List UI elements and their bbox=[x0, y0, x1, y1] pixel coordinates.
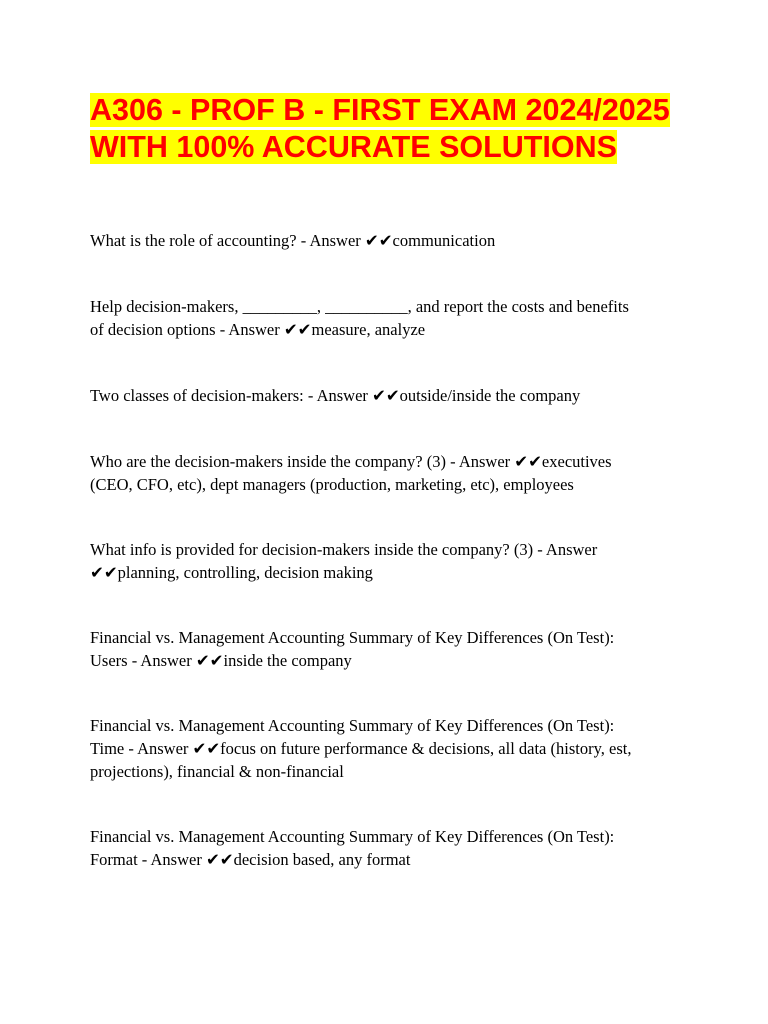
qa-item bbox=[90, 538, 690, 584]
title-line: A306 - PROF B - FIRST EXAM 2024/2025 bbox=[90, 93, 670, 127]
qa-line: What info is provided for decision-makers inside the company? (3) - Answer bbox=[90, 540, 598, 559]
title-line: WITH 100% ACCURATE SOLUTIONS bbox=[90, 130, 618, 164]
qa-item bbox=[90, 626, 690, 672]
qa-line: Help decision-makers, _________, __________, and report the costs and benefits bbox=[90, 297, 629, 316]
qa-line: (CEO, CFO, etc), dept managers (production, marketing, etc), employees bbox=[90, 475, 574, 494]
qa-line: Who are the decision-makers inside the company? (3) - Answer ✔✔executives bbox=[90, 452, 612, 471]
qa-line: Financial vs. Management Accounting Summary of Key Differences (On Test): bbox=[90, 716, 615, 735]
qa-item bbox=[90, 229, 690, 252]
qa-item bbox=[90, 295, 690, 341]
qa-item bbox=[90, 450, 690, 496]
qa-item bbox=[90, 714, 690, 783]
qa-item bbox=[90, 384, 690, 407]
qa-line: Financial vs. Management Accounting Summary of Key Differences (On Test): bbox=[90, 827, 615, 846]
document-title bbox=[90, 92, 690, 166]
qa-line: Time - Answer ✔✔focus on future performance & decisions, all data (history, est, bbox=[90, 739, 632, 758]
qa-line: Users - Answer ✔✔inside the company bbox=[90, 651, 352, 670]
qa-line: Two classes of decision-makers: - Answer ✔✔outside/inside the company bbox=[90, 386, 581, 405]
qa-item bbox=[90, 825, 690, 871]
qa-line: of decision options - Answer ✔✔measure, analyze bbox=[90, 320, 426, 339]
qa-line: Financial vs. Management Accounting Summary of Key Differences (On Test): bbox=[90, 628, 615, 647]
qa-line: projections), financial & non-financial bbox=[90, 762, 344, 781]
qa-line: Format - Answer ✔✔decision based, any format bbox=[90, 850, 411, 869]
qa-line: ✔✔planning, controlling, decision making bbox=[90, 563, 373, 582]
qa-line: What is the role of accounting? - Answer ✔✔communication bbox=[90, 231, 496, 250]
